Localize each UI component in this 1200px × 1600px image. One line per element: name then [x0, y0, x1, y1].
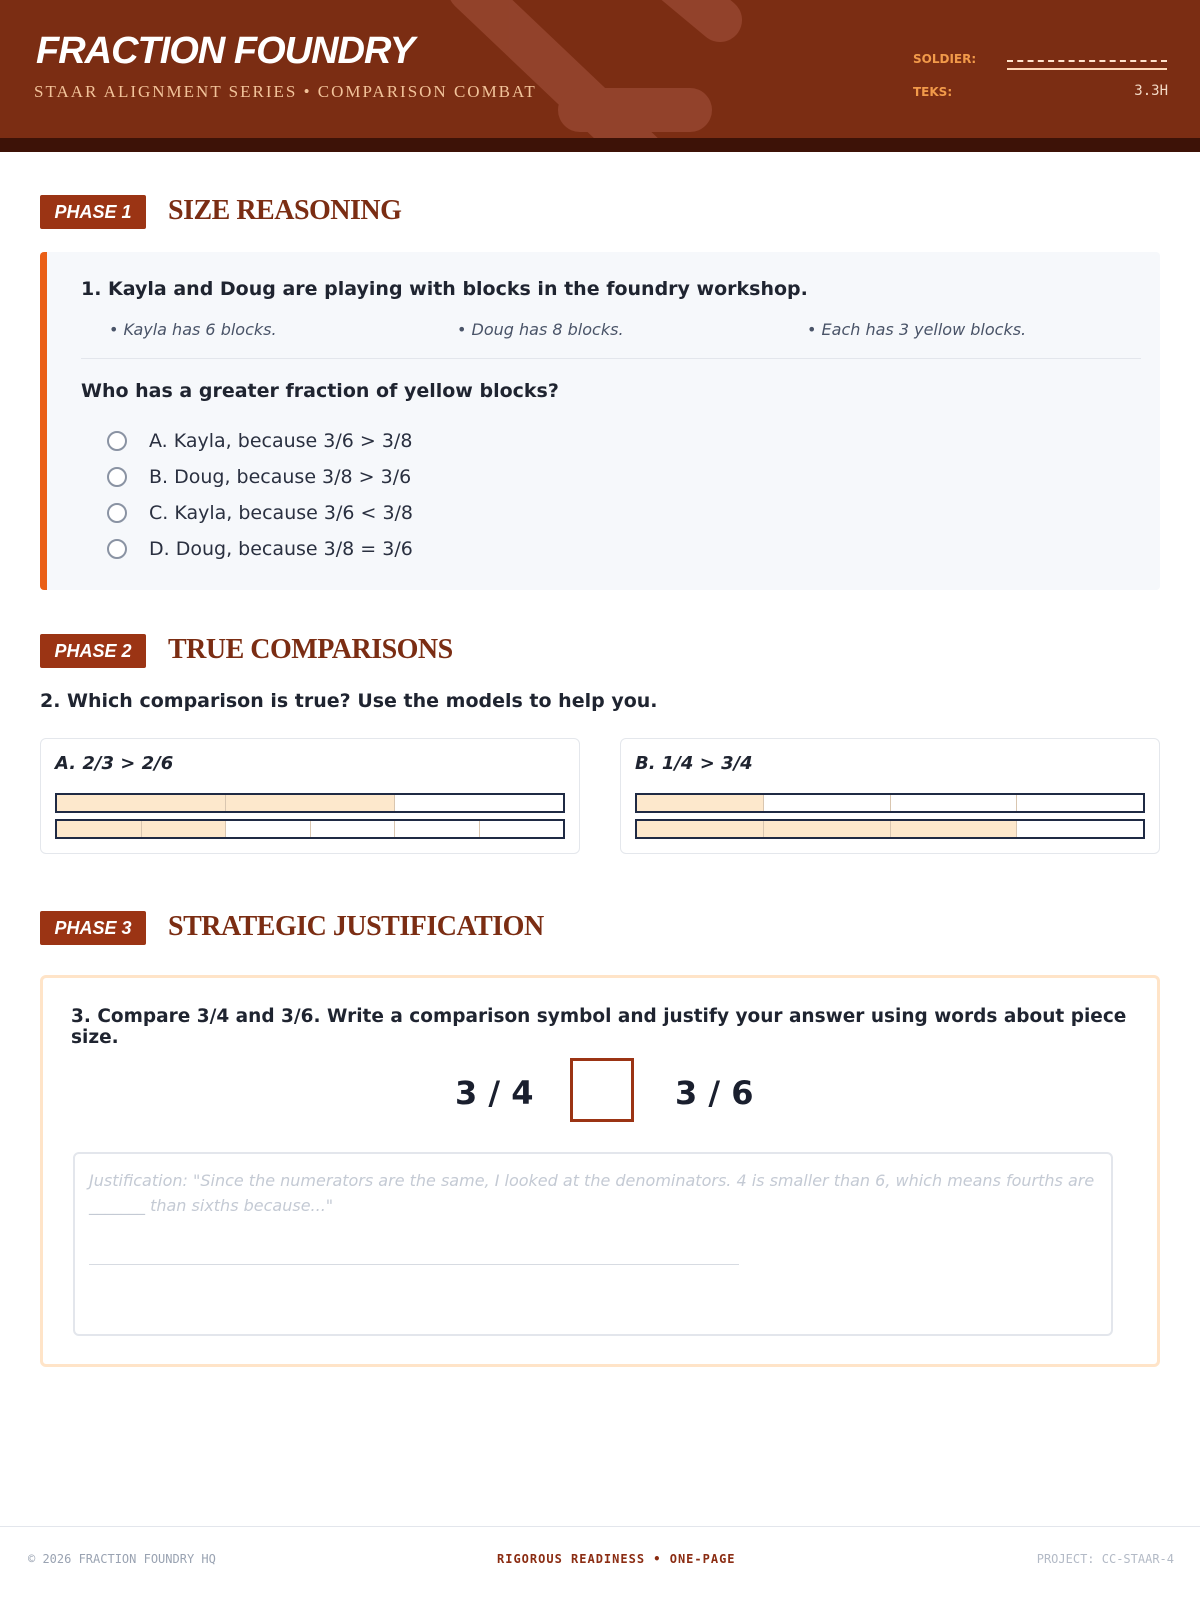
- phase2-title: TRUE COMPARISONS: [168, 634, 453, 665]
- unshaded-part: [1017, 795, 1143, 811]
- fraction-bar: [635, 793, 1145, 813]
- footer-project: PROJECT: CC-STAAR-4: [1036, 1552, 1174, 1566]
- model-card-a[interactable]: [40, 738, 580, 854]
- justification-field[interactable]: [73, 1152, 1113, 1336]
- footer-tagline: RIGOROUS READINESS • ONE-PAGE: [497, 1552, 736, 1566]
- unshaded-part: [311, 821, 396, 837]
- question3-text: 3. Compare 3/4 and 3/6. Write a comparison symbol and justify your answer using words about piece size.: [71, 1006, 1127, 1048]
- question2-text: 2. Which comparison is true? Use the models to help you.: [40, 690, 658, 712]
- question3-card: [40, 975, 1160, 1367]
- teks-label: TEKS:: [913, 85, 953, 99]
- brand-title: FRACTION FOUNDRY: [36, 30, 415, 72]
- fact-kayla: • Kayla has 6 blocks.: [109, 320, 277, 339]
- writing-line: [89, 1264, 739, 1265]
- question1-text: 1. Kayla and Doug are playing with blocks in the foundry workshop.: [81, 278, 808, 300]
- unshaded-part: [226, 821, 311, 837]
- unshaded-part: [395, 795, 563, 811]
- shaded-part: [142, 821, 227, 837]
- brand-subtitle: STAAR ALIGNMENT SERIES • COMPARISON COMBAT: [34, 82, 537, 101]
- header-decoration: [430, 0, 790, 138]
- question1-prompt: Who has a greater fraction of yellow blocks?: [81, 380, 559, 402]
- fact-yellow: • Each has 3 yellow blocks.: [807, 320, 1027, 339]
- teks-value: 3.3H: [1134, 83, 1168, 99]
- header-band: [0, 138, 1200, 152]
- footer-divider: [0, 1526, 1200, 1527]
- model-card-b[interactable]: [620, 738, 1160, 854]
- shaded-part: [891, 821, 1018, 837]
- shaded-part: [764, 821, 891, 837]
- option-d[interactable]: [107, 538, 413, 560]
- page-header: [0, 0, 1200, 138]
- option-c[interactable]: [107, 502, 413, 524]
- option-label: A. Kayla, because 3/6 > 3/8: [149, 430, 413, 452]
- phase3-title: STRATEGIC JUSTIFICATION: [168, 911, 544, 942]
- shaded-part: [226, 795, 395, 811]
- option-label: C. Kayla, because 3/6 < 3/8: [149, 502, 414, 524]
- footer-copyright: © 2026 FRACTION FOUNDRY HQ: [28, 1552, 216, 1566]
- phase2-badge: PHASE 2: [40, 634, 146, 668]
- left-fraction: 3 / 4: [455, 1074, 534, 1112]
- fraction-bar: [635, 819, 1145, 839]
- option-a[interactable]: [107, 430, 412, 452]
- radio-icon[interactable]: [107, 503, 127, 523]
- question1-card: [40, 252, 1160, 590]
- unshaded-part: [891, 795, 1018, 811]
- justification-placeholder: Justification: "Since the numerators are the same, I looked at the denominators. 4 is smaller than 6, which means fourths are _______ than sixths because...": [89, 1171, 1095, 1215]
- radio-icon[interactable]: [107, 467, 127, 487]
- fraction-bar: [55, 819, 565, 839]
- radio-icon[interactable]: [107, 431, 127, 451]
- fact-doug: • Doug has 8 blocks.: [457, 320, 624, 339]
- soldier-underline: [1007, 68, 1167, 70]
- option-b[interactable]: [107, 466, 411, 488]
- model-label: A. 2/3 > 2/6: [55, 753, 174, 774]
- option-label: D. Doug, because 3/8 = 3/6: [149, 538, 413, 560]
- phase3-badge: PHASE 3: [40, 911, 146, 945]
- unshaded-part: [1017, 821, 1143, 837]
- divider: [81, 358, 1141, 359]
- shaded-part: [57, 795, 226, 811]
- radio-icon[interactable]: [107, 539, 127, 559]
- unshaded-part: [764, 795, 891, 811]
- model-label: B. 1/4 > 3/4: [635, 753, 753, 774]
- comparison-symbol-box[interactable]: [570, 1058, 634, 1122]
- unshaded-part: [480, 821, 564, 837]
- fraction-bar: [55, 793, 565, 813]
- phase1-title: SIZE REASONING: [168, 195, 402, 226]
- shaded-part: [637, 795, 764, 811]
- soldier-name-line[interactable]: [1007, 60, 1167, 62]
- soldier-label: SOLDIER:: [913, 52, 977, 66]
- right-fraction: 3 / 6: [675, 1074, 754, 1112]
- phase1-badge: PHASE 1: [40, 195, 146, 229]
- shaded-part: [57, 821, 142, 837]
- unshaded-part: [395, 821, 480, 837]
- shaded-part: [637, 821, 764, 837]
- option-label: B. Doug, because 3/8 > 3/6: [149, 466, 412, 488]
